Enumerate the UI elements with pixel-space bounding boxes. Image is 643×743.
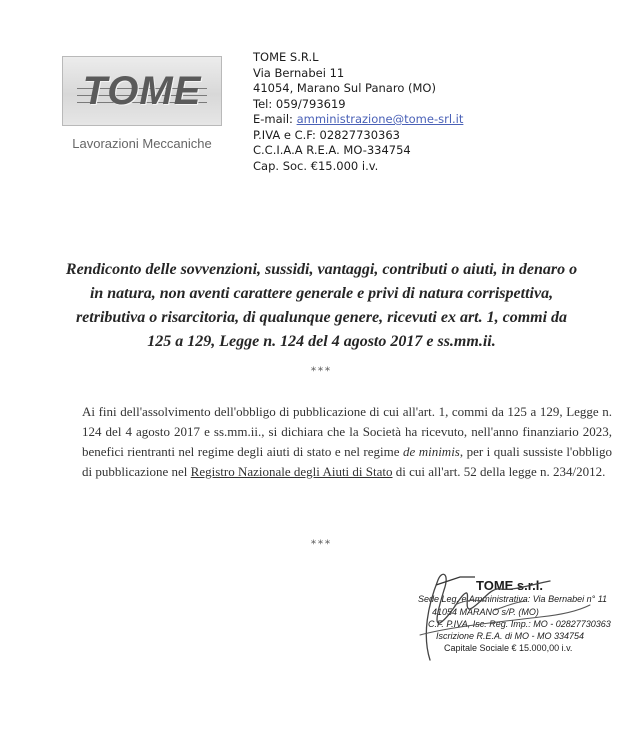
company-logo xyxy=(62,56,222,126)
logo-caption: Lavorazioni Meccaniche xyxy=(72,136,212,151)
company-address: Via Bernabei 11 xyxy=(253,65,345,80)
paragraph-text: Ai fini dell'assolvimento dell'obbligo di pubblicazione di cui all'art. 1, commi da 125 a 129, Legge n. 124 del 4 agosto 2017 e ss.mm.ii., si dichiara che la Società ha ricevuto, nell'anno finanziario 2023, benefici rientranti nel regime degli aiuti di stato e nel regime xyxy=(82,404,612,459)
declaration-paragraph xyxy=(82,402,612,482)
stamp-line: 41054 MARANO s/P. (MO) xyxy=(432,607,539,617)
stamp-company-name: TOME s.r.l. xyxy=(476,578,543,593)
paragraph-text: , per i quali sussiste l'obbligo di pubblicazione nel xyxy=(82,444,612,479)
email-link[interactable]: amministrazione@tome-srl.it xyxy=(296,112,464,126)
stamp-line: C.F. P.IVA, Isc. Reg. Imp.: MO - 02827730363 xyxy=(428,619,611,629)
stamp-line: Sede Leg. e Amministrativa: Via Bernabei n° 11 xyxy=(418,594,608,604)
document-title: Rendiconto delle sovvenzioni, sussidi, vantaggi, contributi o aiuti, in denaro o in natura, non aventi carattere generale e privi di natura corrispettiva, retributiva o risarcitoria, di qualunque genere, ricevuti ex art. 1, commi da 125 a 129, Legge n. 124 del 4 agosto 2017 e ss.mm.ii. xyxy=(65,261,578,350)
separator-stars: *** xyxy=(311,539,332,550)
company-rea: C.C.I.A.A R.E.A. MO-334754 xyxy=(253,143,411,157)
company-email-line xyxy=(253,112,463,128)
email-label: E-mail: xyxy=(253,112,297,126)
paragraph-italic: de minimis xyxy=(402,444,460,459)
company-vat: P.IVA e C.F: 02827730363 xyxy=(253,127,400,142)
company-name: TOME S.R.L xyxy=(253,50,319,64)
handwritten-signature xyxy=(400,565,600,670)
stamp-line: Capitale Sociale € 15.000,00 i.v. xyxy=(444,643,573,653)
paragraph-text: di cui all'art. 52 della legge n. 234/2012. xyxy=(392,464,606,479)
company-info xyxy=(253,50,463,174)
company-capital: Cap. Soc. €15.000 i.v. xyxy=(253,158,379,173)
stamp-line: Iscrizione R.E.A. di MO - MO 334754 xyxy=(436,631,585,641)
logo-wordmark: TOME xyxy=(82,69,202,113)
registry-link: Registro Nazionale degli Aiuti di Stato xyxy=(190,464,393,479)
company-phone: Tel: 059/793619 xyxy=(253,96,346,111)
company-city: 41054, Marano Sul Panaro (MO) xyxy=(253,81,436,95)
separator-stars: *** xyxy=(311,366,332,377)
